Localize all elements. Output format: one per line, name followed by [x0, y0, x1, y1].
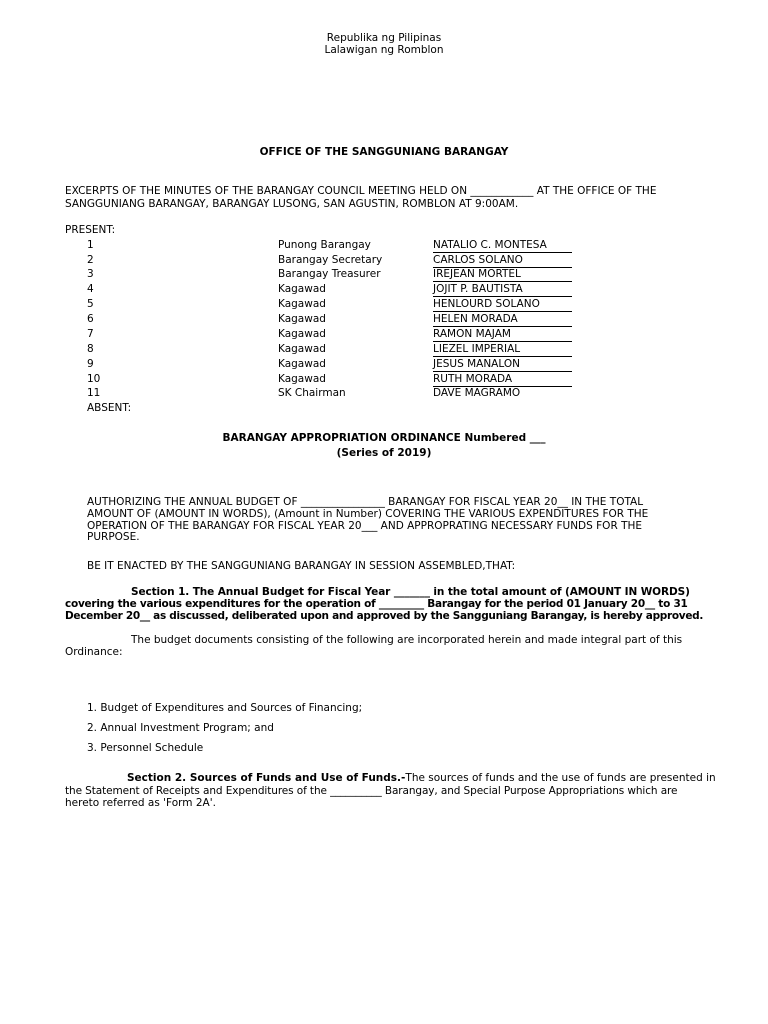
member-name: JESUS MANALON: [433, 357, 572, 372]
table-row: [87, 253, 587, 268]
header-republic: Republika ng Pilipinas: [326, 32, 442, 44]
present-label: PRESENT:: [65, 224, 116, 236]
table-row: [87, 312, 587, 327]
table-row: [87, 372, 587, 387]
list-item: 1. Budget of Expenditures and Sources of Financing;: [87, 702, 363, 714]
authorizing-line-3: OPERATION OF THE BARANGAY FOR FISCAL YEAR 20___ AND APPROPRATING NECESSARY FUNDS FOR THE: [87, 520, 643, 532]
absent-label: ABSENT:: [87, 402, 132, 414]
table-row: [87, 386, 587, 401]
section-2-line-3: hereto referred as 'Form 2A'.: [65, 797, 216, 809]
member-position: Kagawad: [278, 373, 326, 385]
member-name: JOJIT P. BAUTISTA: [433, 282, 572, 297]
section-2-heading: Section 2. Sources of Funds and Use of Funds.-: [127, 772, 406, 784]
member-position: Kagawad: [278, 298, 326, 310]
table-row: [87, 357, 587, 372]
section-1-line-3: December 20__ as discussed, deliberated upon and approved by the Sangguniang Barangay, is hereby approved.: [65, 610, 704, 622]
authorizing-line-4: PURPOSE.: [87, 531, 140, 543]
authorizing-line-2: AMOUNT OF (AMOUNT IN WORDS), (Amount in Number) COVERING THE VARIOUS EXPENDITURES FOR THE: [87, 508, 649, 520]
member-position: Kagawad: [278, 313, 326, 325]
excerpt-line-1: EXCERPTS OF THE MINUTES OF THE BARANGAY COUNCIL MEETING HELD ON ____________ AT THE OFFICE OF THE: [65, 185, 657, 197]
member-name: CARLOS SOLANO: [433, 253, 572, 268]
member-name: DAVE MAGRAMO: [433, 387, 521, 399]
section-1-line-2: covering the various expenditures for the operation of _________ Barangay for the period 01 January 20__ to 31: [65, 598, 688, 610]
table-row: [87, 297, 587, 312]
enacted-clause: BE IT ENACTED BY THE SANGGUNIANG BARANGAY IN SESSION ASSEMBLED,THAT:: [87, 560, 516, 572]
member-name: RAMON MAJAM: [433, 327, 572, 342]
member-number: 2: [87, 254, 94, 266]
list-item: 2. Annual Investment Program; and: [87, 722, 274, 734]
member-number: 4: [87, 283, 94, 295]
list-item: 3. Personnel Schedule: [87, 742, 204, 754]
table-row: [87, 267, 587, 282]
member-position: Punong Barangay: [278, 239, 371, 251]
ordinance-series: (Series of 2019): [336, 447, 432, 459]
member-position: Kagawad: [278, 283, 326, 295]
table-row: [87, 342, 587, 357]
member-name: LIEZEL IMPERIAL: [433, 342, 572, 357]
member-position: Kagawad: [278, 328, 326, 340]
member-number: 8: [87, 343, 94, 355]
member-position: SK Chairman: [278, 387, 346, 399]
member-name: HENLOURD SOLANO: [433, 297, 572, 312]
section-2-line-1-text: The sources of funds and the use of funds are presented in: [405, 772, 716, 784]
member-number: 9: [87, 358, 94, 370]
section-1-line-1: Section 1. The Annual Budget for Fiscal Year _______ in the total amount of (AMOUNT IN WORDS): [131, 586, 690, 598]
member-number: 3: [87, 268, 94, 280]
member-position: Kagawad: [278, 343, 326, 355]
member-name: NATALIO C. MONTESA: [433, 238, 572, 253]
section-2-line-2: the Statement of Receipts and Expenditures of the __________ Barangay, and Special Purpose Appropriations which are: [65, 785, 678, 797]
excerpt-line-2: SANGGUNIANG BARANGAY, BARANGAY LUSONG, SAN AGUSTIN, ROMBLON AT 9:00AM.: [65, 198, 519, 210]
budget-docs-line-1: The budget documents consisting of the following are incorporated herein and made integral part of this: [131, 634, 683, 646]
member-position: Barangay Treasurer: [278, 268, 381, 280]
ordinance-title: BARANGAY APPROPRIATION ORDINANCE Numbered ___: [222, 432, 546, 444]
member-position: Kagawad: [278, 358, 326, 370]
member-number: 5: [87, 298, 94, 310]
table-row: [87, 282, 587, 297]
budget-docs-line-2: Ordinance:: [65, 646, 123, 658]
table-row: [87, 238, 587, 253]
member-name: RUTH MORADA: [433, 372, 572, 387]
member-number: 6: [87, 313, 94, 325]
member-name: IREJEAN MORTEL: [433, 267, 572, 282]
member-number: 7: [87, 328, 94, 340]
member-number: 1: [87, 239, 94, 251]
table-row: [87, 327, 587, 342]
authorizing-line-1: AUTHORIZING THE ANNUAL BUDGET OF ________________ BARANGAY FOR FISCAL YEAR 20__ IN THE TOTAL: [87, 496, 644, 508]
member-number: 11: [87, 387, 101, 399]
member-number: 10: [87, 373, 101, 385]
member-position: Barangay Secretary: [278, 254, 383, 266]
header-province: Lalawigan ng Romblon: [324, 44, 444, 56]
office-title: OFFICE OF THE SANGGUNIANG BARANGAY: [259, 146, 509, 158]
member-name: HELEN MORADA: [433, 312, 572, 327]
